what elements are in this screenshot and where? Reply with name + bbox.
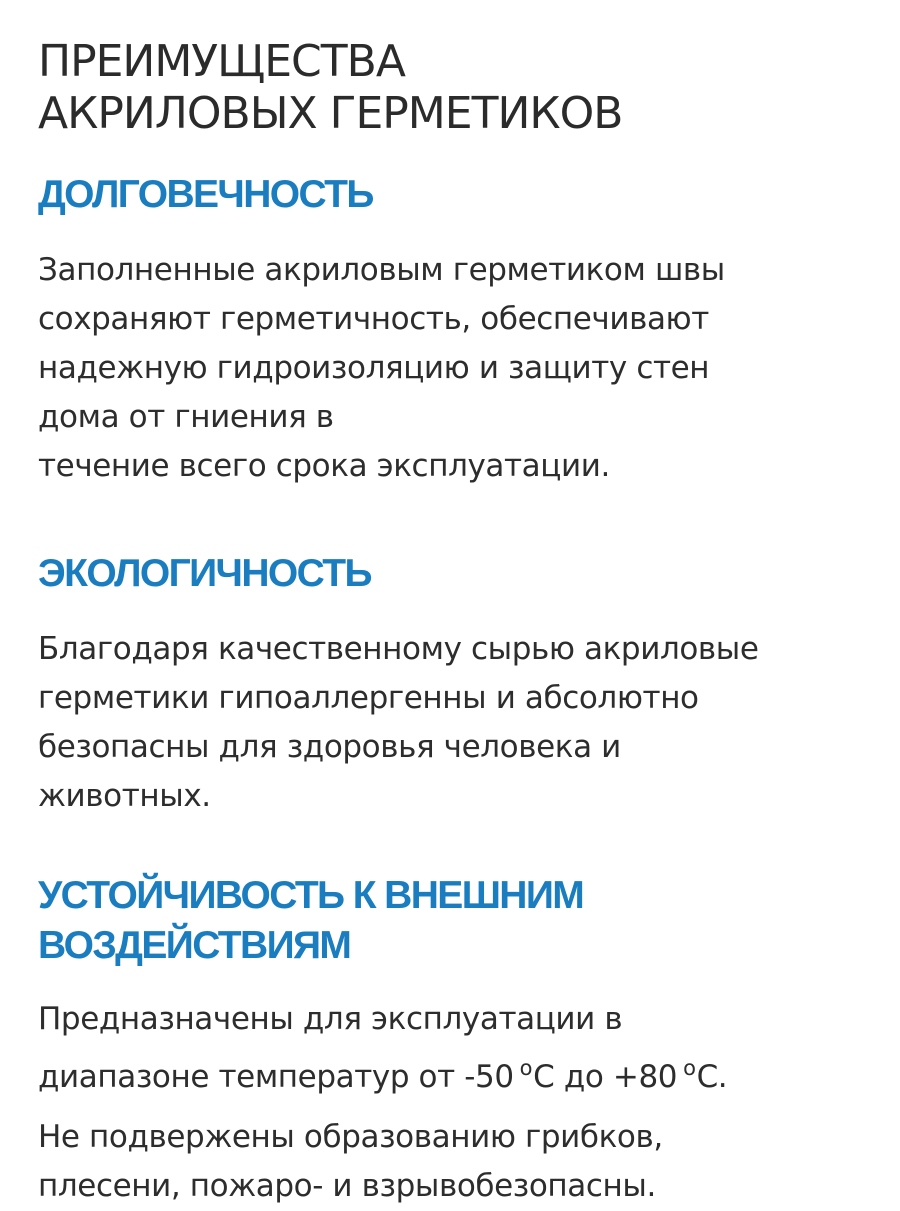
text-line: Предназначены для эксплуатации в [38,1001,623,1037]
temperature-range-line [38,1044,878,1113]
text-line: Не подвержены образованию грибков, [38,1119,663,1155]
degree-sign: o [519,1056,533,1080]
temperature-prefix: диапазоне температур от -50 [38,1059,514,1095]
section-heading-line: ВОЗДЕЙСТВИЯМ [38,924,351,967]
text-line: сохраняют герметичность, обеспечивают [38,301,709,337]
section-heading-line: ДОЛГОВЕЧНОСТЬ [38,173,373,216]
advantages-article [38,36,878,1211]
page-title [38,36,878,140]
text-line: Заполненные акриловым герметиком швы [38,252,725,288]
text-line: дома от гниения в [38,399,334,435]
text-line: плесени, пожаро- и взрывобезопасны. [38,1168,656,1204]
section-heading-ecology [38,549,878,599]
temperature-middle: С до +80 [533,1059,678,1095]
section-heading-line: ЭКОЛОГИЧНОСТЬ [38,552,371,595]
page-title-line-2: АКРИЛОВЫХ ГЕРМЕТИКОВ [38,88,623,139]
section-text-ecology [38,625,878,821]
section-heading-line: УСТОЙЧИВОСТЬ К ВНЕШНИМ [38,874,584,917]
section-text-durability [38,246,878,491]
section-heading-resistance [38,871,878,971]
text-line: безопасны для здоровья человека и [38,729,621,765]
text-line: течение всего срока эксплуатации. [38,448,610,484]
section-heading-durability [38,170,878,220]
degree-sign: o [683,1056,696,1080]
temperature-suffix: С. [696,1059,728,1095]
text-line: животных. [38,778,211,814]
text-line: Благодаря качественному сырью акриловые [38,631,759,667]
text-line: надежную гидроизоляцию и защиту стен [38,350,710,386]
section-text-resistance [38,995,878,1211]
text-line: герметики гипоаллергенны и абсолютно [38,680,699,716]
page-title-line-1: ПРЕИМУЩЕСТВА [38,36,405,87]
